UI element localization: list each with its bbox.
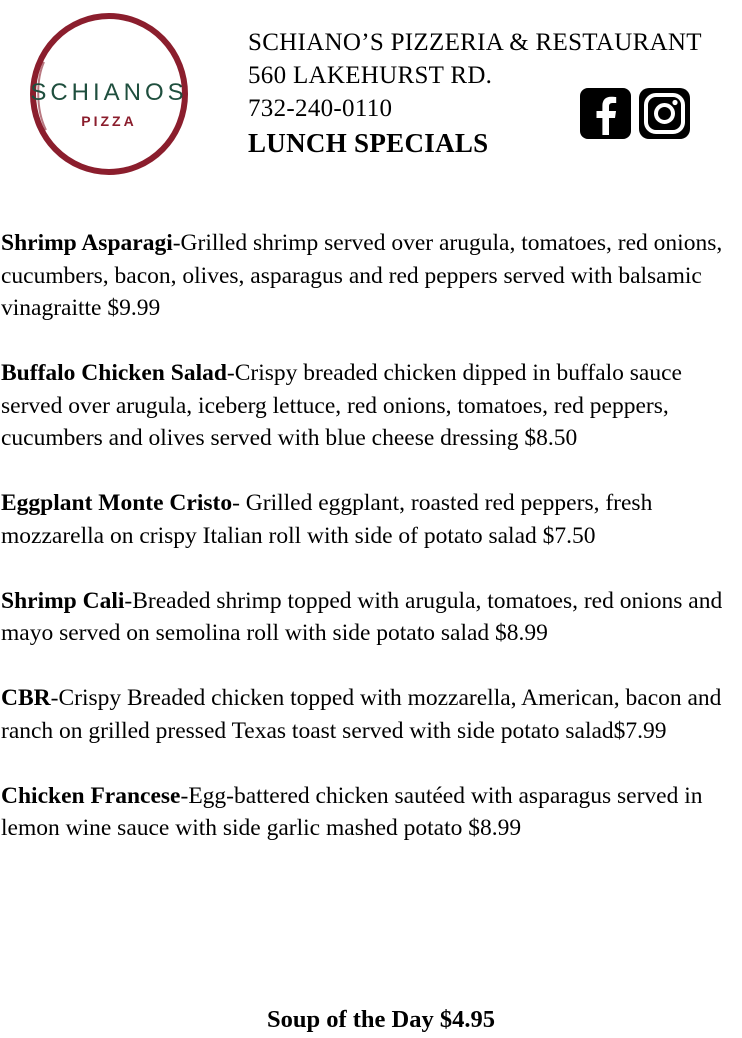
menu-item [1, 682, 739, 747]
lunch-specials-list [1, 227, 739, 877]
menu-item-name: CBR [1, 685, 51, 711]
menu-item [1, 487, 739, 552]
menu-item [1, 357, 739, 455]
menu-item-description: -Egg-battered chicken sautéed with asparagus served in lemon wine sauce with side garlic mashed potato $8.99 [1, 782, 703, 841]
menu-item-name: Eggplant Monte Cristo [1, 490, 233, 516]
menu-item-name: Shrimp Asparagi [1, 230, 173, 256]
logo-mark [6, 10, 212, 180]
soup-of-the-day: Soup of the Day $4.95 [266, 1006, 495, 1033]
menu-item [1, 780, 739, 845]
menu-item-name: Chicken Francese [1, 782, 181, 809]
restaurant-address: 560 LAKEHURST RD. [248, 62, 493, 89]
menu-item-description: -Grilled shrimp served over arugula, tomatoes, red onions, cucumbers, bacon, olives, asparagus and red peppers served with balsamic vinagraitte $9.99 [1, 230, 723, 321]
menu-item [1, 585, 739, 650]
logo-text: SCHIANOS [30, 79, 188, 106]
restaurant-name: SCHIANO’S PIZZERIA & RESTAURANT [248, 29, 702, 56]
menu-item-description: -Crispy Breaded chicken topped with mozzarella, American, bacon and ranch on grilled pressed Texas toast served with side potato salad$7.99 [1, 685, 722, 744]
facebook-icon[interactable] [580, 88, 631, 139]
menu-item-name: Buffalo Chicken Salad [1, 360, 227, 386]
restaurant-phone[interactable]: 732-240-0110 [248, 95, 393, 122]
menu-item-description: - Grilled eggplant, roasted red peppers, fresh mozzarella on crispy Italian roll with side of potato salad $7.50 [1, 490, 653, 549]
menu-item-description: -Crispy breaded chicken dipped in buffalo sauce served over arugula, iceberg lettuce, red onions, tomatoes, red peppers, cucumbers and olives served with blue cheese dressing $8.50 [1, 360, 682, 451]
menu-item [1, 227, 739, 325]
instagram-icon[interactable] [639, 88, 690, 139]
restaurant-logo [6, 10, 212, 180]
menu-item-description: -Breaded shrimp topped with arugula, tomatoes, red onions and mayo served on semolina roll with side potato salad $8.99 [1, 587, 723, 646]
social-links [580, 88, 690, 139]
page-title: LUNCH SPECIALS [248, 128, 489, 158]
logo-subtext: PIZZA [81, 113, 137, 129]
menu-item-name: Shrimp Cali [1, 587, 125, 614]
